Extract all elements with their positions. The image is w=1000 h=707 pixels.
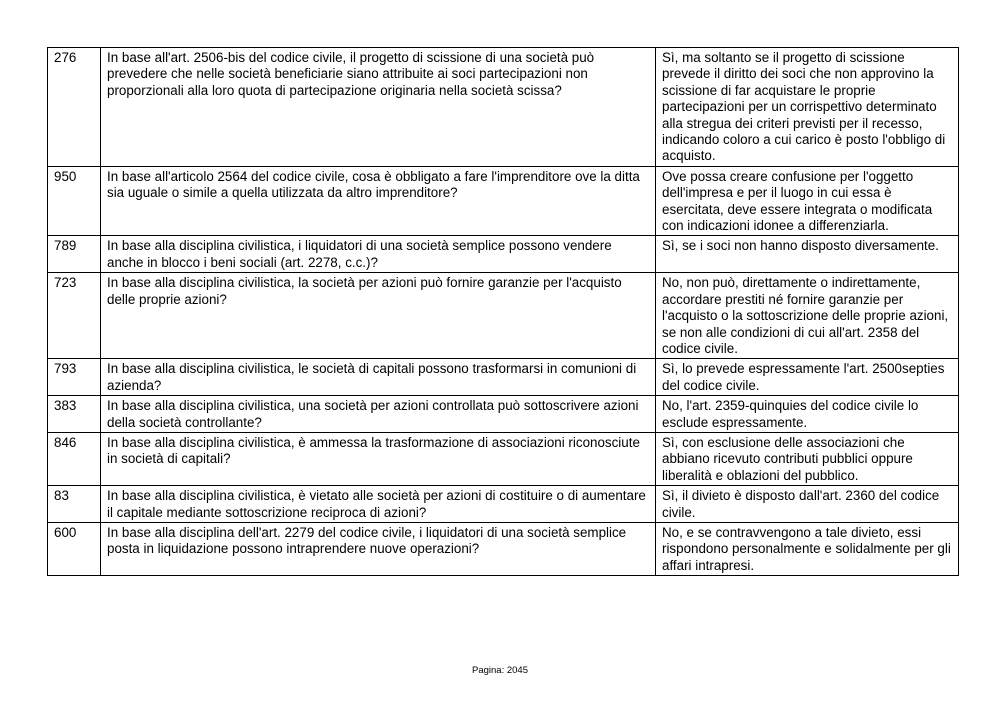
- answer-text: Sì, se i soci non hanno disposto diversamente.: [656, 236, 959, 273]
- question-id: 383: [48, 396, 101, 433]
- question-id: 83: [48, 486, 101, 523]
- table-row: [48, 166, 959, 236]
- table-row: [48, 486, 959, 523]
- question-text: In base all'art. 2506-bis del codice civile, il progetto di scissione di una società può prevedere che nelle società beneficiarie siano attribuite ai soci partecipazioni non proporzionali alla loro quota di partecipazione originaria nella società scissa?: [101, 48, 656, 167]
- question-text: In base alla disciplina dell'art. 2279 del codice civile, i liquidatori di una società semplice posta in liquidazione possono intraprendere nuove operazioni?: [101, 522, 656, 575]
- question-id: 276: [48, 48, 101, 167]
- question-id: 793: [48, 359, 101, 396]
- answer-text: Sì, con esclusione delle associazioni che abbiano ricevuto contributi pubblici oppure liberalità e oblazioni del pubblico.: [656, 432, 959, 485]
- question-text: In base alla disciplina civilistica, i liquidatori di una società semplice possono vendere anche in blocco i beni sociali (art. 2278, c.c.)?: [101, 236, 656, 273]
- table-row: [48, 522, 959, 575]
- question-text: In base alla disciplina civilistica, le società di capitali possono trasformarsi in comunioni di azienda?: [101, 359, 656, 396]
- table-row: [48, 48, 959, 167]
- answer-text: Sì, lo prevede espressamente l'art. 2500septies del codice civile.: [656, 359, 959, 396]
- answer-text: Ove possa creare confusione per l'oggetto dell'impresa e per il luogo in cui essa è esercitata, deve essere integrata o modificata con indicazioni idonee a differenziarla.: [656, 166, 959, 236]
- table-row: [48, 273, 959, 359]
- answer-text: Sì, ma soltanto se il progetto di scissione prevede il diritto dei soci che non approvino la scissione di far acquistare le proprie partecipazioni per un corrispettivo determinato alla stregua dei criteri previsti per il recesso, indicando coloro a cui carico è posto l'obbligo di acquisto.: [656, 48, 959, 167]
- table-row: [48, 396, 959, 433]
- question-id: 600: [48, 522, 101, 575]
- question-id: 789: [48, 236, 101, 273]
- page-footer: [0, 665, 1000, 677]
- answer-text: Sì, il divieto è disposto dall'art. 2360 del codice civile.: [656, 486, 959, 523]
- table-row: [48, 359, 959, 396]
- table-row: [48, 236, 959, 273]
- question-id: 950: [48, 166, 101, 236]
- question-text: In base all'articolo 2564 del codice civile, cosa è obbligato a fare l'imprenditore ove la ditta sia uguale o simile a quella utilizzata da altro imprenditore?: [101, 166, 656, 236]
- question-id: 723: [48, 273, 101, 359]
- questions-table-body: [48, 48, 959, 576]
- question-text: In base alla disciplina civilistica, una società per azioni controllata può sottoscrivere azioni della società controllante?: [101, 396, 656, 433]
- question-text: In base alla disciplina civilistica, la società per azioni può fornire garanzie per l'acquisto delle proprie azioni?: [101, 273, 656, 359]
- page-number: Pagina: 2045: [472, 665, 528, 676]
- questions-table: [47, 47, 959, 576]
- question-id: 846: [48, 432, 101, 485]
- answer-text: No, l'art. 2359-quinquies del codice civile lo esclude espressamente.: [656, 396, 959, 433]
- question-text: In base alla disciplina civilistica, è vietato alle società per azioni di costituire o di aumentare il capitale mediante sottoscrizione reciproca di azioni?: [101, 486, 656, 523]
- table-row: [48, 432, 959, 485]
- answer-text: No, e se contravvengono a tale divieto, essi rispondono personalmente e solidalmente per gli affari intrapresi.: [656, 522, 959, 575]
- answer-text: No, non può, direttamente o indirettamente, accordare prestiti né fornire garanzie per l'acquisto o la sottoscrizione delle proprie azioni, se non alle condizioni di cui all'art. 2358 del codice civile.: [656, 273, 959, 359]
- question-text: In base alla disciplina civilistica, è ammessa la trasformazione di associazioni riconosciute in società di capitali?: [101, 432, 656, 485]
